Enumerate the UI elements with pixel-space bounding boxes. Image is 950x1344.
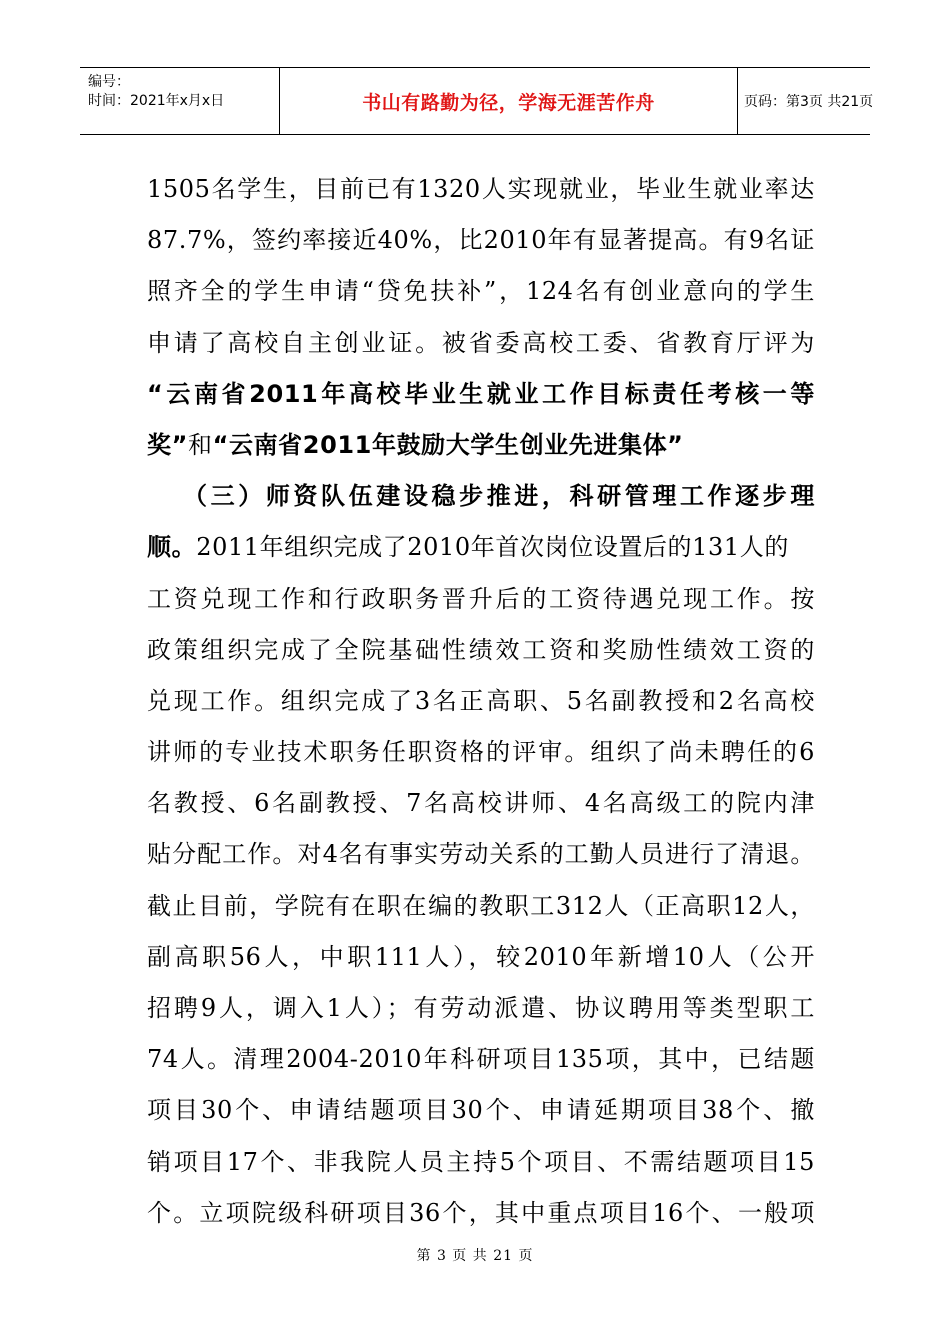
body-line <box>147 522 815 573</box>
body-text: 2011年组织完成了2010年首次岗位设置后的131人的 <box>196 533 789 562</box>
body-line: 贴分配工作。对4名有事实劳动关系的工勤人员进行了清退。 <box>147 840 815 869</box>
page-header <box>80 67 874 135</box>
body-line: 照齐全的学生申请“贷免扶补”，124名有创业意向的学生 <box>147 277 815 306</box>
section-heading-end: 顺。 <box>147 533 197 562</box>
body-line: 副高职56人，中职111人），较2010年新增10人（公开 <box>147 942 815 971</box>
body-line: 87.7%，签约率接近40%，比2010年有显著提高。有9名证 <box>147 226 815 255</box>
body-line: 销项目17个、非我院人员主持5个项目、不需结题项目15 <box>147 1147 815 1176</box>
body-line: 1505名学生，目前已有1320人实现就业，毕业生就业率达 <box>147 175 815 203</box>
award-title-line: “云南省2011年高校毕业生就业工作目标责任考核一等 <box>147 379 815 408</box>
award-title-end: 奖” <box>147 430 188 459</box>
conjunction-text: 和 <box>187 430 213 459</box>
body-line: 名教授、6名副教授、7名高校讲师、4名高级工的院内津 <box>147 789 815 818</box>
body-line: 申请了高校自主创业证。被省委高校工委、省教育厅评为 <box>147 328 815 357</box>
award-title-second: “云南省2011年鼓励大学生创业先进集体” <box>212 430 684 459</box>
header-motto: 书山有路勤为径，学海无涯苦作舟 <box>280 68 738 134</box>
body-line: 工资兑现工作和行政职务晋升后的工资待遇兑现工作。按 <box>147 584 815 613</box>
header-page-info: 页码：第3页 共21页 <box>744 94 874 110</box>
body-line: 政策组织完成了全院基础性绩效工资和奖励性绩效工资的 <box>147 635 815 664</box>
time-label: 时间：2021年x月x日 <box>88 93 225 109</box>
body-line: 讲师的专业技术职务任职资格的评审。组织了尚未聘任的6 <box>147 738 815 767</box>
body-line: 招聘9人，调入1人）；有劳动派遣、协议聘用等类型职工 <box>147 994 815 1022</box>
document-body <box>147 164 815 1239</box>
body-line <box>147 420 815 471</box>
section-heading: （三）师资队伍建设稳步推进，科研管理工作逐步理 <box>183 482 815 511</box>
body-line: 74人。清理2004-2010年科研项目135项，其中，已结题 <box>147 1045 815 1074</box>
body-line: 截止目前，学院有在职在编的教职工312人（正高职12人， <box>147 891 815 920</box>
page-footer: 第 3 页 共 21 页 <box>416 1248 534 1264</box>
header-meta <box>80 68 280 134</box>
body-line: 项目30个、申请结题项目30个、申请延期项目38个、撤 <box>147 1096 815 1125</box>
code-label: 编号： <box>88 74 130 90</box>
body-line: 个。立项院级科研项目36个，其中重点项目16个、一般项 <box>147 1198 815 1227</box>
body-line: 兑现工作。组织完成了3名正高职、5名副教授和2名高校 <box>147 686 815 715</box>
